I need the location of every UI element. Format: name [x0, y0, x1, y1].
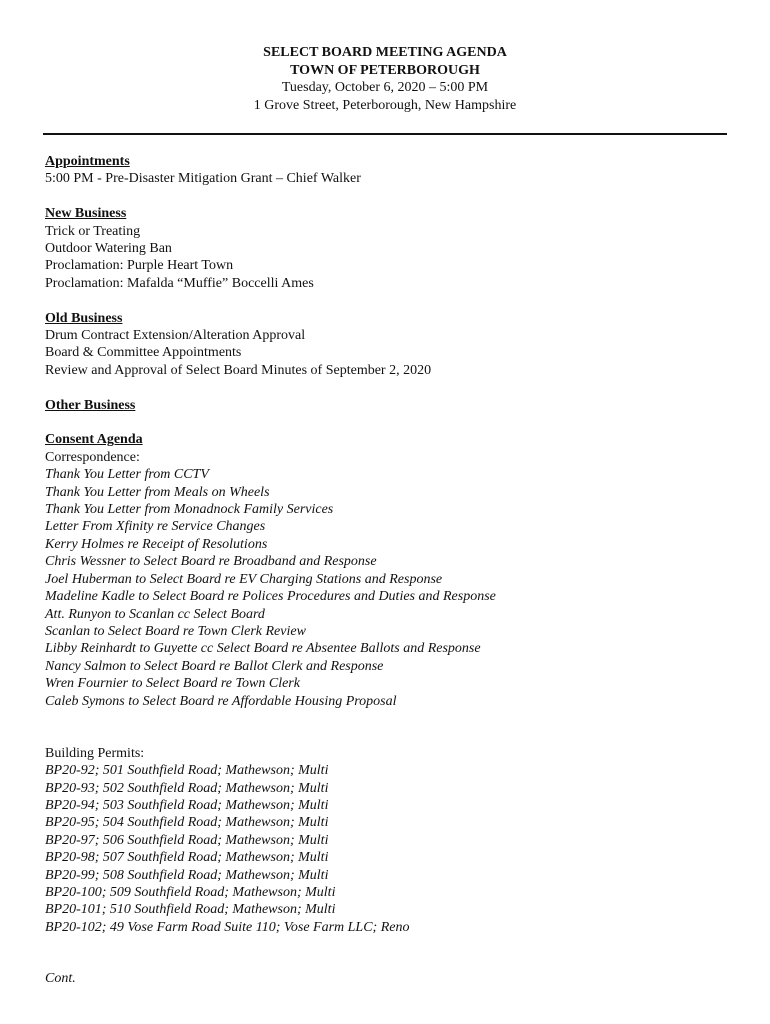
correspondence-item: Nancy Salmon to Select Board re Ballot Clerk and Response: [45, 658, 384, 674]
correspondence-item: Libby Reinhardt to Guyette cc Select Board re Absentee Ballots and Response: [45, 641, 481, 657]
agenda-body: [45, 153, 735, 988]
agenda-title: SELECT BOARD MEETING AGENDA: [263, 45, 507, 60]
permit-item: BP20-100; 509 Southfield Road; Mathewson; Multi: [45, 884, 336, 900]
other-business-heading: Other Business: [45, 397, 136, 413]
consent-agenda-section: [45, 431, 735, 936]
new-business-section: [45, 205, 735, 292]
document-header: [0, 44, 770, 114]
correspondence-item: Att. Runyon to Scanlan cc Select Board: [45, 606, 265, 622]
permit-item: BP20-101; 510 Southfield Road; Mathewson; Multi: [45, 902, 336, 918]
town-name: TOWN OF PETERBOROUGH: [290, 62, 480, 78]
correspondence-item: Thank You Letter from CCTV: [45, 467, 209, 483]
correspondence-item: Caleb Symons to Select Board re Affordable Housing Proposal: [45, 693, 397, 709]
correspondence-item: Kerry Holmes re Receipt of Resolutions: [45, 536, 268, 552]
correspondence-item: Thank You Letter from Meals on Wheels: [45, 484, 270, 500]
old-business-item: Board & Committee Appointments: [45, 345, 242, 361]
other-business-section: [45, 397, 735, 414]
new-business-item: Proclamation: Purple Heart Town: [45, 258, 234, 274]
old-business-heading: Old Business: [45, 310, 123, 326]
permit-item: BP20-99; 508 Southfield Road; Mathewson; Multi: [45, 867, 329, 883]
permit-item: BP20-95; 504 Southfield Road; Mathewson; Multi: [45, 815, 329, 831]
new-business-item: Outdoor Watering Ban: [45, 241, 172, 257]
appointments-section: [45, 153, 735, 188]
meeting-address: 1 Grove Street, Peterborough, New Hampshire: [253, 97, 517, 113]
meeting-date: Tuesday, October 6, 2020 – 5:00 PM: [281, 80, 489, 95]
header-divider: [43, 133, 727, 135]
building-permits-label: Building Permits:: [45, 745, 145, 761]
spacer: [45, 710, 735, 745]
correspondence-item: Letter From Xfinity re Service Changes: [45, 519, 266, 535]
new-business-item: Proclamation: Mafalda “Muffie” Boccelli Ames: [45, 275, 314, 291]
permit-item: BP20-97; 506 Southfield Road; Mathewson; Multi: [45, 832, 329, 848]
appointments-heading: Appointments: [45, 154, 130, 169]
permit-item: BP20-94; 503 Southfield Road; Mathewson; Multi: [45, 797, 329, 813]
permit-item: BP20-102; 49 Vose Farm Road Suite 110; Vose Farm LLC; Reno: [45, 919, 410, 935]
old-business-section: [45, 310, 735, 380]
correspondence-label: Correspondence:: [45, 449, 140, 465]
new-business-item: Trick or Treating: [45, 223, 141, 239]
correspondence-item: Joel Huberman to Select Board re EV Charging Stations and Response: [45, 571, 443, 587]
old-business-item: Review and Approval of Select Board Minutes of September 2, 2020: [45, 362, 432, 378]
correspondence-item: Wren Fournier to Select Board re Town Clerk: [45, 676, 300, 692]
permit-item: BP20-93; 502 Southfield Road; Mathewson; Multi: [45, 780, 329, 796]
correspondence-item: Chris Wessner to Select Board re Broadband and Response: [45, 554, 377, 570]
new-business-heading: New Business: [45, 206, 127, 222]
permit-item: BP20-92; 501 Southfield Road; Mathewson; Multi: [45, 763, 329, 779]
correspondence-item: Madeline Kadle to Select Board re Polices Procedures and Duties and Response: [45, 589, 496, 605]
appointment-item: 5:00 PM - Pre-Disaster Mitigation Grant – Chief Walker: [45, 171, 361, 187]
correspondence-item: Scanlan to Select Board re Town Clerk Review: [45, 623, 306, 639]
old-business-item: Drum Contract Extension/Alteration Approval: [45, 328, 306, 344]
correspondence-item: Thank You Letter from Monadnock Family Services: [45, 502, 334, 518]
permit-item: BP20-98; 507 Southfield Road; Mathewson; Multi: [45, 850, 329, 866]
consent-agenda-heading: Consent Agenda: [45, 432, 143, 448]
continued-note: Cont.: [45, 971, 76, 987]
